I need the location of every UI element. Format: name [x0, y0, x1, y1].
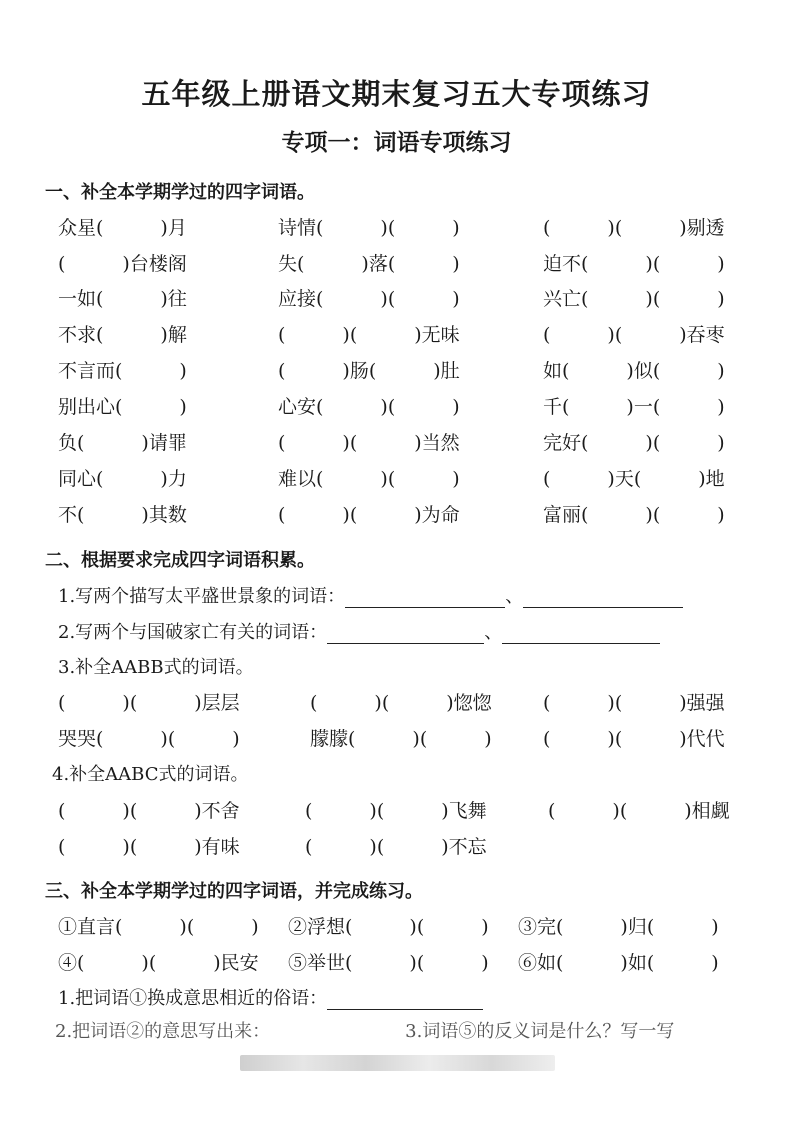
aabb-word-item[interactable]: ( )( )代代	[543, 728, 725, 750]
section-2-question-4: 4.补全AABC式的词语。	[52, 764, 249, 785]
answer-blank[interactable]	[327, 627, 484, 644]
fill-in-word-item[interactable]: 兴亡( )( )	[543, 288, 725, 310]
fill-in-word-item[interactable]: 心安( )( )	[278, 396, 460, 418]
fill-in-word-item[interactable]: 别出心( )	[58, 396, 187, 418]
fill-in-word-item[interactable]: 富丽( )( )	[543, 504, 725, 526]
fill-in-word-item[interactable]: 千( )一( )	[543, 396, 725, 418]
section-3-heading: 三、补全本学期学过的四字词语，并完成练习。	[45, 881, 423, 902]
fill-in-word-item[interactable]: 不求( )解	[58, 324, 187, 346]
fill-in-word-item[interactable]: 众星( )月	[58, 217, 187, 239]
question-text: 1.把词语①换成意思相近的俗语：	[58, 988, 328, 1009]
fill-in-word-item[interactable]: ( )( )剔透	[543, 217, 725, 239]
fill-in-word-item[interactable]: ( )天( )地	[543, 468, 725, 490]
section-3-word-item[interactable]: ⑤举世( )( )	[288, 952, 489, 974]
aabb-word-item[interactable]: ( )( )层层	[58, 692, 240, 714]
section-2-question-2	[58, 622, 660, 644]
fill-in-word-item[interactable]: 难以( )( )	[278, 468, 460, 490]
section-3-question-1	[58, 988, 483, 1010]
fill-in-word-item[interactable]: 诗情( )( )	[278, 217, 460, 239]
fill-in-word-item[interactable]: 不言而( )	[58, 360, 187, 382]
fill-in-word-item[interactable]: 不( )其数	[58, 504, 187, 526]
fill-in-word-item[interactable]: 负( )请罪	[58, 432, 187, 454]
separator: 、	[484, 622, 503, 643]
aabc-word-item[interactable]: ( )( )有味	[58, 836, 240, 858]
fill-in-word-item[interactable]: ( )( )为命	[278, 504, 460, 526]
aabc-word-item[interactable]: ( )( )相觑	[548, 800, 730, 822]
answer-blank[interactable]	[523, 591, 683, 608]
fill-in-word-item[interactable]: 一如( )往	[58, 288, 187, 310]
fill-in-word-item[interactable]: ( )肠( )肚	[278, 360, 460, 382]
section-3-word-item[interactable]: ⑥如( )如( )	[518, 952, 719, 974]
separator: 、	[505, 586, 524, 607]
fill-in-word-item[interactable]: 迫不( )( )	[543, 253, 725, 275]
fill-in-word-item[interactable]: 如( )似( )	[543, 360, 725, 382]
cut-off-text: 2.把词语②的意思写出来： 3.词语⑤的反义词是什么？写一写	[55, 1021, 675, 1042]
aabb-word-item[interactable]: 哭哭( )( )	[58, 728, 240, 750]
answer-blank[interactable]	[327, 993, 483, 1010]
aabb-word-item[interactable]: 朦朦( )( )	[310, 728, 492, 750]
fill-in-word-item[interactable]: 完好( )( )	[543, 432, 725, 454]
cut-off-line	[55, 1021, 745, 1042]
section-1-heading: 一、补全本学期学过的四字词语。	[45, 182, 315, 203]
fill-in-word-item[interactable]: ( )台楼阁	[58, 253, 187, 275]
question-2-text: 2.写两个与国破家亡有关的词语：	[58, 622, 328, 643]
section-3-word-item[interactable]: ②浮想( )( )	[288, 916, 489, 938]
section-3-word-item[interactable]: ④( )( )民安	[58, 952, 259, 974]
blurred-watermark	[240, 1055, 555, 1071]
page-subtitle: 专项一：词语专项练习	[281, 130, 512, 156]
section-3-word-item[interactable]: ③完( )归( )	[518, 916, 719, 938]
fill-in-word-item[interactable]: ( )( )当然	[278, 432, 460, 454]
section-2-heading: 二、根据要求完成四字词语积累。	[45, 550, 315, 571]
aabc-word-item[interactable]: ( )( )不舍	[58, 800, 240, 822]
fill-in-word-item[interactable]: ( )( )吞枣	[543, 324, 725, 346]
fill-in-word-item[interactable]: 应接( )( )	[278, 288, 460, 310]
aabc-word-item[interactable]: ( )( )飞舞	[305, 800, 487, 822]
section-2-question-1	[58, 586, 683, 608]
answer-blank[interactable]	[345, 591, 505, 608]
fill-in-word-item[interactable]: 失( )落( )	[278, 253, 460, 275]
section-3-word-item[interactable]: ①直言( )( )	[58, 916, 259, 938]
question-1-text: 1.写两个描写太平盛世景象的词语：	[58, 586, 346, 607]
fill-in-word-item[interactable]: 同心( )力	[58, 468, 187, 490]
aabb-word-item[interactable]: ( )( )强强	[543, 692, 725, 714]
aabb-word-item[interactable]: ( )( )惚惚	[310, 692, 492, 714]
aabc-word-item[interactable]: ( )( )不忘	[305, 836, 487, 858]
answer-blank[interactable]	[502, 627, 660, 644]
section-2-question-3: 3.补全AABB式的词语。	[58, 657, 254, 678]
fill-in-word-item[interactable]: ( )( )无味	[278, 324, 460, 346]
page-title: 五年级上册语文期末复习五大专项练习	[141, 77, 652, 111]
